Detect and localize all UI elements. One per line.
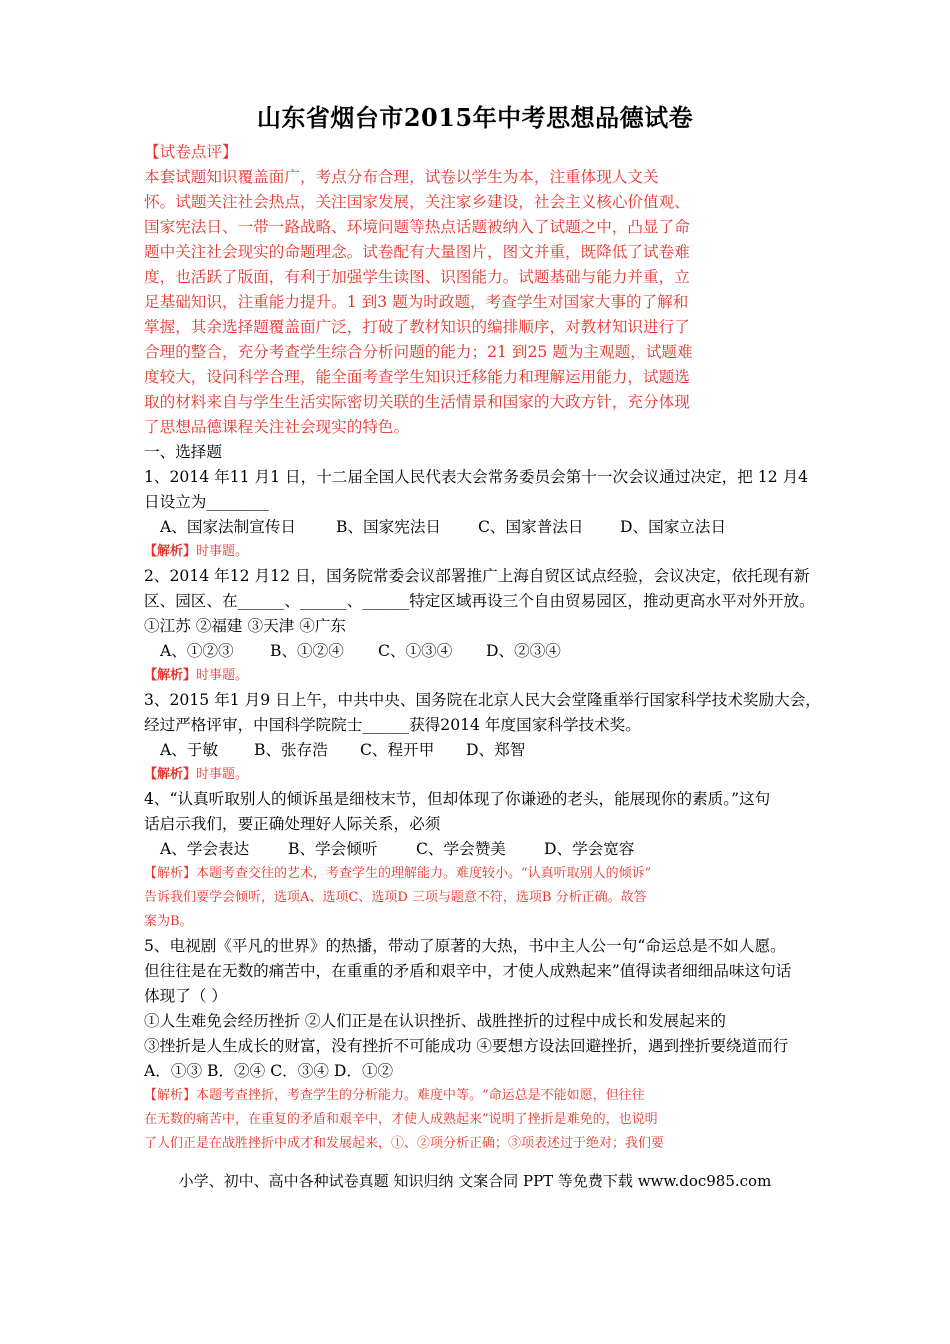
analysis-label: 【解析】 bbox=[144, 544, 197, 559]
option-a: A、①②③ bbox=[160, 642, 234, 660]
review-line: 足基础知识，注重能力提升。1 到3 题为时政题，考查学生对国家大事的了解和 bbox=[144, 293, 689, 311]
question-choices: ①人生难免会经历挫折 ②人们正是在认识挫折、战胜挫折的过程中成长和发展起来的 bbox=[144, 1012, 726, 1030]
question-3 bbox=[144, 688, 856, 787]
analysis-line: 案为B。 bbox=[144, 914, 193, 929]
analysis-line: 【解析】本题考查挫折，考查学生的分析能力。难度中等。“命运总是不能如愿，但往往 bbox=[144, 1088, 645, 1103]
review-line: 取的材料来自与学生生活实际密切关联的生活情景和国家的大政方针，充分体现 bbox=[144, 393, 690, 411]
analysis-label: 【解析】 bbox=[144, 668, 197, 683]
question-text: 但往往是在无数的痛苦中，在重重的矛盾和艰辛中，才使人成熟起来”值得读者细细品味这句话 bbox=[144, 962, 792, 980]
analysis-line: 【解析】本题考查交往的艺术，考查学生的理解能力。难度较小。“认真听取别人的倾诉” bbox=[144, 866, 652, 881]
option-d: D、郑智 bbox=[466, 741, 526, 759]
analysis bbox=[144, 540, 856, 564]
question-options: A．①③ B．②④ C．③④ D．①② bbox=[144, 1062, 394, 1080]
question-text: 3、2015 年1 月9 日上午，中共中央、国务院在北京人民大会堂隆重举行国家科学技术奖励大会， bbox=[144, 691, 821, 709]
question-5 bbox=[144, 934, 856, 1156]
review-line: 本套试题知识覆盖面广，考点分布合理，试卷以学生为本，注重体现人文关 bbox=[144, 168, 659, 186]
option-c: C、国家普法日 bbox=[478, 518, 584, 536]
option-b: B、学会倾听 bbox=[288, 840, 378, 858]
question-text: 2、2014 年12 月12 日，国务院常委会议部署推广上海自贸区试点经验，会议决定，依托现有新 bbox=[144, 567, 810, 585]
option-b: B、①②④ bbox=[270, 642, 344, 660]
question-4 bbox=[144, 787, 856, 934]
analysis-text: 时事题。 bbox=[196, 767, 249, 782]
review-line: 度较大，设问科学合理，能全面考查学生知识迁移能力和理解运用能力，试题选 bbox=[144, 368, 690, 386]
analysis-line: 告诉我们要学会倾听，选项A、选项C、选项D 三项与题意不符，选项B 分析正确。故答 bbox=[144, 890, 647, 905]
question-options bbox=[144, 639, 856, 664]
option-a: A、学会表达 bbox=[160, 840, 250, 858]
question-1 bbox=[144, 465, 856, 564]
option-d: D、②③④ bbox=[486, 642, 561, 660]
question-text: 体现了（ ） bbox=[144, 987, 227, 1005]
question-options bbox=[144, 738, 856, 763]
option-b: B、国家宪法日 bbox=[336, 518, 442, 536]
review-line: 怀。试题关注社会热点，关注国家发展，关注家乡建设，社会主义核心价值观、 bbox=[144, 193, 690, 211]
option-d: D、国家立法日 bbox=[620, 518, 727, 536]
option-d: D、学会宽容 bbox=[544, 840, 635, 858]
review-paragraph bbox=[144, 165, 856, 440]
question-text: 区、园区、在______、______、______特定区域再设三个自由贸易园区，推动更高水平对外开放。 bbox=[144, 592, 815, 610]
analysis-line: 在无数的痛苦中，在重复的矛盾和艰辛中，才使人成熟起来”说明了挫折是难免的，也说明 bbox=[144, 1112, 658, 1127]
question-choices: ③挫折是人生成长的财富，没有挫折不可能成功 ④要想方设法回避挫折，遇到挫折要绕道而行 bbox=[144, 1037, 789, 1055]
page-footer: 小学、初中、高中各种试卷真题 知识归纳 文案合同 PPT 等免费下载 www.doc985.com bbox=[178, 1172, 772, 1190]
section-heading: 一、选择题 bbox=[144, 443, 222, 461]
option-b: B、张存浩 bbox=[254, 741, 328, 759]
analysis-label: 【解析】 bbox=[144, 767, 197, 782]
question-text: 话启示我们，要正确处理好人际关系，必须 bbox=[144, 815, 441, 833]
page-title: 山东省烟台市2015年中考思想品德试卷 bbox=[256, 103, 694, 132]
question-options bbox=[144, 837, 856, 862]
option-c: C、学会赞美 bbox=[416, 840, 506, 858]
question-text: 1、2014 年11 月1 日，十二届全国人民代表大会常务委员会第十一次会议通过决定，把 12 月4 bbox=[144, 468, 809, 486]
option-c: C、程开甲 bbox=[360, 741, 435, 759]
review-line: 度，也活跃了版面，有利于加强学生读图、识图能力。试题基础与能力并重，立 bbox=[144, 268, 690, 286]
question-text: 4、“认真听取别人的倾诉虽是细枝末节，但却体现了你谦逊的老头，能展现你的素质。”这句 bbox=[144, 790, 771, 808]
question-text: 5、电视剧《平凡的世界》的热播，带动了原著的大热，书中主人公一句“命运总是不如人愿。 bbox=[144, 937, 786, 955]
analysis-text: 时事题。 bbox=[196, 668, 249, 683]
option-c: C、①③④ bbox=[378, 642, 453, 660]
review-line: 了思想品德课程关注社会现实的特色。 bbox=[144, 418, 410, 436]
review-line: 合理的整合，充分考查学生综合分析问题的能力；21 到25 题为主观题，试题难 bbox=[144, 343, 693, 361]
question-text: 经过严格评审，中国科学院院士______获得2014 年度国家科学技术奖。 bbox=[144, 716, 641, 734]
exam-content bbox=[144, 140, 856, 1156]
review-line: 国家宪法日、一带一路战略、环境问题等热点话题被纳入了试题之中，凸显了命 bbox=[144, 218, 690, 236]
question-choices: ①江苏 ②福建 ③天津 ④广东 bbox=[144, 617, 346, 635]
analysis bbox=[144, 664, 856, 688]
review-heading: 【试卷点评】 bbox=[144, 143, 238, 161]
option-a: A、国家法制宣传日 bbox=[160, 518, 297, 536]
analysis bbox=[144, 763, 856, 787]
option-a: A、于敏 bbox=[160, 741, 219, 759]
analysis-line: 了人们正是在战胜挫折中成才和发展起来，①、②项分析正确；③项表述过于绝对；我们要 bbox=[144, 1136, 665, 1151]
question-2 bbox=[144, 564, 856, 688]
review-line: 题中关注社会现实的命题理念。试卷配有大量图片，图文并重，既降低了试卷难 bbox=[144, 243, 690, 261]
analysis-text: 时事题。 bbox=[196, 544, 249, 559]
question-text: 日设立为________ bbox=[144, 493, 269, 511]
review-line: 掌握，其余选择题覆盖面广泛，打破了教材知识的编排顺序，对教材知识进行了 bbox=[144, 318, 690, 336]
question-options bbox=[144, 515, 856, 540]
